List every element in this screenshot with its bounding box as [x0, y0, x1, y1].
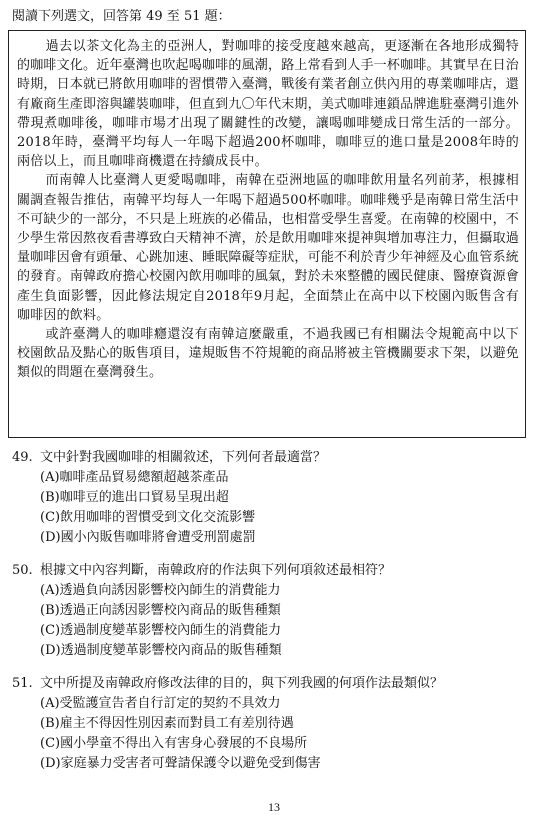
- option-list: [40, 581, 532, 661]
- question-number: 50.: [12, 563, 33, 578]
- option-list: [40, 694, 532, 774]
- option-a: (A)咖啡產品貿易總額超越茶產品: [40, 470, 229, 485]
- option-d: (D)透過制度變革影響校內商品的販售種類: [40, 643, 282, 658]
- option-b: (B)雇主不得因性別因素而對員工有差別待遇: [40, 716, 294, 731]
- option-c: (C)飲用咖啡的習慣受到文化交流影響: [40, 510, 256, 525]
- question-text: 文中所提及南韓政府修改法律的目的，與下列我國的何項作法最類似？: [40, 676, 444, 691]
- question-stem: [12, 448, 532, 468]
- option-b: (B)咖啡豆的進出口貿易呈現出超: [40, 490, 229, 505]
- question-49: [12, 448, 532, 548]
- option-list: [40, 468, 532, 548]
- option-d: (D)家庭暴力受害者可聲請保護令以避免受到傷害: [40, 756, 321, 771]
- passage-box: [8, 30, 526, 438]
- option-a: (A)受監護宣告者自行訂定的契約不具效力: [40, 696, 281, 711]
- question-number: 51.: [12, 676, 33, 691]
- option-b: (B)透過正向誘因影響校內商品的販售種類: [40, 603, 281, 618]
- question-stem: [12, 561, 532, 581]
- question-text: 文中針對我國咖啡的相關敘述，下列何者最適當？: [40, 450, 327, 465]
- question-number: 49.: [12, 450, 33, 465]
- question-list: [12, 448, 532, 787]
- option-d: (D)國小內販售咖啡將會遭受刑罰處罰: [40, 530, 256, 545]
- passage-paragraph: 或許臺灣人的咖啡癮還沒有南韓這麼嚴重，不過我國已有相關法令規範高中以下校園飲品及點心的販售項目，違規販售不符規範的商品將被主管機關要求下架，以避免類似的問題在臺灣發生。: [17, 327, 519, 381]
- passage-paragraph: 過去以茶文化為主的亞洲人，對咖啡的接受度越來越高，更逐漸在各地形成獨特的咖啡文化。近年臺灣也吹起喝咖啡的風潮，路上常看到人手一杯咖啡。其實早在日治時期，日本就已將飲用咖啡的習慣帶入臺灣，戰後有業者創立供內用的專業咖啡店，還有廠商生產即溶與罐裝咖啡，但直到九〇年代末期，美式咖啡連鎖品牌進駐臺灣引進外帶現煮咖啡後，咖啡市場才出現了關鍵性的改變，讓喝咖啡變成日常生活的一部分。2018年時，臺灣平均每人一年喝下超過200杯咖啡，咖啡豆的進口量是2008年時的兩倍以上，而且咖啡商機還在持續成長中。: [17, 39, 519, 170]
- passage-paragraph: 而南韓人比臺灣人更愛喝咖啡，南韓在亞洲地區的咖啡飲用量名列前茅，根據相關調查報告推估，南韓平均每人一年喝下超過500杯咖啡。咖啡幾乎是南韓日常生活中不可缺少的一部分，不只是上班族的必備品，也相當受學生喜愛。在南韓的校園中，不少學生常因熬夜看書導致白天精神不濟，於是飲用咖啡來提神與增加專注力，但攝取過量咖啡因會有頭暈、心跳加速、睡眠障礙等症狀，可能不利於青少年神經及心血管系統的發育。南韓政府擔心校園內飲用咖啡的風氣，對於未來整體的國民健康、醫療資源會產生負面影響，因此修法規定自2018年9月起，全面禁止在高中以下校園內販售含有咖啡因的飲料。: [17, 173, 519, 323]
- page-number: 13: [268, 800, 280, 814]
- question-50: [12, 561, 532, 661]
- question-text: 根據文中內容判斷，南韓政府的作法與下列何項敘述最相符？: [40, 563, 392, 578]
- option-c: (C)透過制度變革影響校內師生的消費能力: [40, 623, 282, 638]
- instruction-text: 閱讀下列選文，回答第 49 至 51 題：: [12, 9, 231, 24]
- question-51: [12, 674, 532, 774]
- question-stem: [12, 674, 532, 694]
- option-c: (C)國小學童不得出入有害身心發展的不良場所: [40, 736, 308, 751]
- option-a: (A)透過負向誘因影響校內師生的消費能力: [40, 583, 281, 598]
